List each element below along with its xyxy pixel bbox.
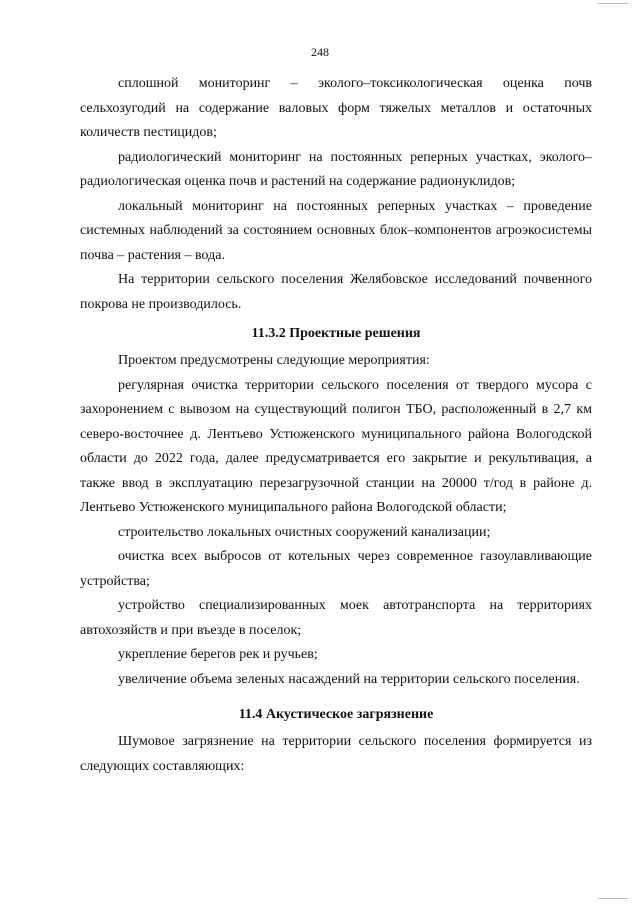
paragraph: сплошной мониторинг – эколого–токсикологическая оценка почв сельхозугодий на содержание валовых форм тяжелых металлов и остаточных количеств пестицидов; <box>80 76 592 140</box>
paragraph: регулярная очистка территории сельского поселения от твердого мусора с захоронением с вывозом на существующий полигон ТБО, расположенный в 2,7 км северо-восточнее д. Лентьево Устюженского муниципального района Вологодской области до 2022 года, далее предусматривается его закрытие и рекультивация, а также ввод в эксплуатацию перезагрузочной станции на 20000 т/год в районе д. Лентьево Устюженского муниципального района Вологодской области; <box>80 377 592 515</box>
paragraph: укрепление берегов рек и ручьев; <box>118 647 318 662</box>
paragraph: очистка всех выбросов от котельных через современное газоулавливающие устройства; <box>80 549 592 589</box>
paragraph: На территории сельского поселения Желябовское исследований почвенного покрова не производилось. <box>80 272 592 312</box>
paragraph: строительство локальных очистных сооружений канализации; <box>118 524 491 540</box>
paragraph: устройство специализированных моек автотранспорта на территориях автохозяйств и при въезде в поселок; <box>80 598 592 638</box>
paragraph: локальный мониторинг на постоянных реперных участках – проведение системных наблюдений за состоянием основных блок–компонентов агроэкосистемы почва – растения – вода. <box>80 198 592 263</box>
page-number: 248 <box>311 45 329 59</box>
paragraph: радиологический мониторинг на постоянных реперных участках, эколого–радиологическая оценка почв и растений на содержание радионуклидов; <box>80 149 592 189</box>
paragraph: Шумовое загрязнение на территории сельского поселения формируется из следующих составляющих: <box>80 734 592 774</box>
paragraph: Проектом предусмотрены следующие мероприятия: <box>118 353 430 368</box>
document-body <box>80 72 592 779</box>
paragraph: увеличение объема зеленых насаждений на территории сельского поселения. <box>118 671 580 687</box>
section-heading-acoustic: 11.4 Акустическое загрязнение <box>238 707 434 722</box>
section-heading-project: 11.3.2 Проектные решения <box>251 326 421 341</box>
scan-corner-mark <box>598 0 628 4</box>
scan-corner-mark-bottom <box>598 895 628 899</box>
